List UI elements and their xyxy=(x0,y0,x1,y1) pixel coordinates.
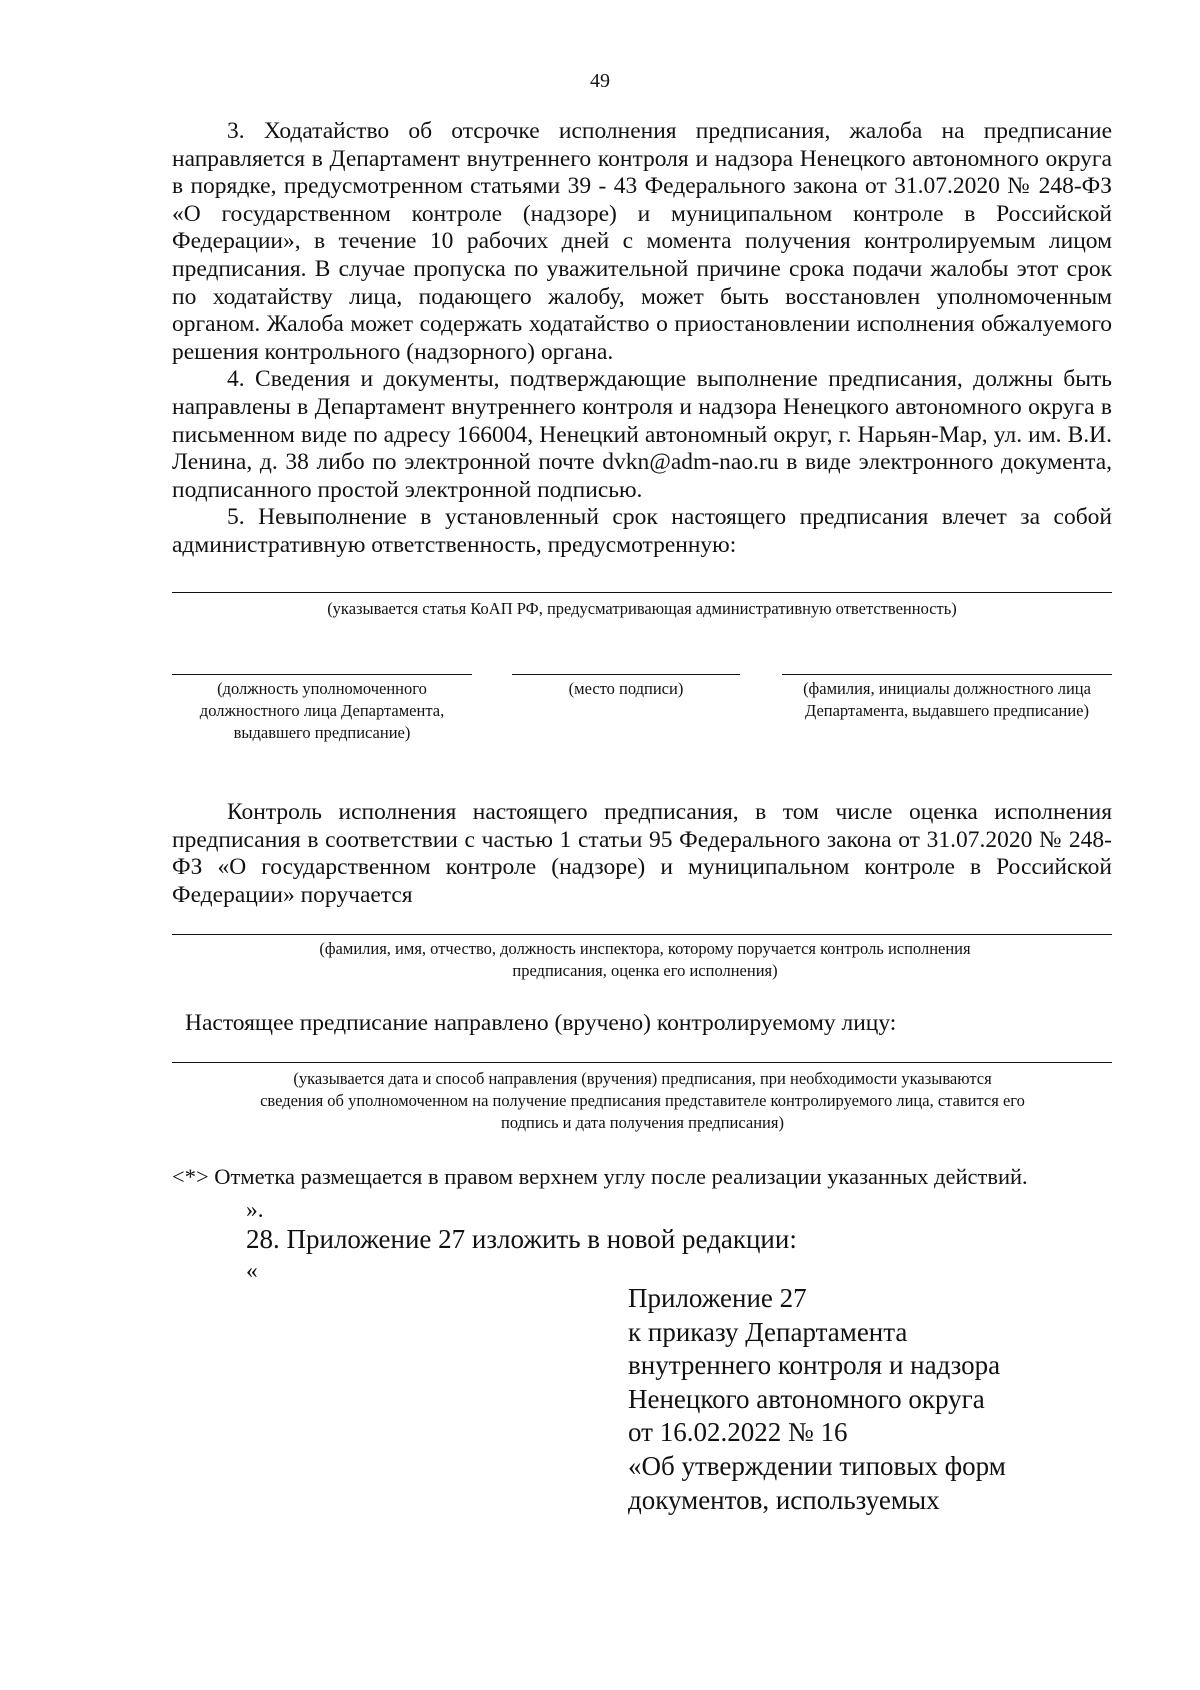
koap-signature-line xyxy=(172,592,1112,593)
name-signature-line xyxy=(782,674,1112,675)
place-signature-line xyxy=(512,674,740,675)
koap-caption: (указывается статья КоАП РФ, предусматривающая административную ответственность) xyxy=(327,599,957,618)
position-signature-line xyxy=(172,674,472,675)
appendix-line: внутреннего контроля и надзора xyxy=(628,1350,1001,1381)
name-caption: (фамилия, инициалы должностного лица Департамента, выдавшего предписание) xyxy=(803,679,1091,720)
footnote: <*> Отметка размещается в правом верхнем углу после реализации указанных действий. xyxy=(172,1164,1028,1189)
page-number: 49 xyxy=(590,70,610,92)
opening-quote: « xyxy=(246,1258,258,1284)
position-caption: (должность уполномоченного должностного лица Департамента, выдавшего предписание) xyxy=(199,679,445,742)
appendix-line: документов, используемых xyxy=(628,1484,940,1515)
appendix-line: «Об утверждении типовых форм xyxy=(628,1450,1006,1481)
appendix-line: Приложение 27 xyxy=(628,1283,807,1313)
appendix-line: к приказу Департамента xyxy=(628,1316,908,1347)
delivery-caption: (указывается дата и способ направления (вручения) предписания, при необходимости указываются сведения об уполномоченном на получение предписания представителе контролируемого лица, ставится его подпись и дата получения предписания) xyxy=(260,1069,1025,1132)
appendix-line: от 16.02.2022 № 16 xyxy=(628,1417,848,1448)
delivery-signature-line xyxy=(172,1062,1112,1063)
paragraph-3: 3. Ходатайство об отсрочке исполнения предписания, жалоба на предписание направляется в Департамент внутреннего контроля и надзора Ненецкого автономного округа в порядке, предусмотренном статьями 39 - 43 Федерального закона от 31.07.2020 № 248-ФЗ «О государственном контроле (надзоре) и муниципальном контроле в Российской Федерации», в течение 10 рабочих дней с момента получения контролируемым лицом предписания. В случае пропуска по уважительной причине срока подачи жалобы этот срок по ходатайству лица, подающего жалобу, может быть восстановлен уполномоченным органом. Жалоба может содержать ходатайство о приостановлении исполнения обжалуемого решения контрольного (надзорного) органа. xyxy=(172,118,1112,365)
appendix-line: Ненецкого автономного округа xyxy=(628,1383,985,1414)
paragraph-4: 4. Сведения и документы, подтверждающие выполнение предписания, должны быть направлены в Департамент внутреннего контроля и надзора Ненецкого автономного округа в письменном виде по адресу 166004, Ненецкий автономный округ, г. Нарьян-Мар, ул. им. В.И. Ленина, д. 38 либо по электронной почте dvkn@adm-nao.ru в виде электронного документа, подписанного простой электронной подписью. xyxy=(172,366,1112,503)
inspector-signature-line xyxy=(172,934,1112,935)
item-28: 28. Приложение 27 изложить в новой редакции: xyxy=(246,1224,797,1254)
closing-quote: ». xyxy=(246,1197,264,1223)
control-paragraph: Контроль исполнения настоящего предписания, в том числе оценка исполнения предписания в соответствии с частью 1 статьи 95 Федерального закона от 31.07.2020 № 248-ФЗ «О государственном контроле (надзоре) и муниципальном контроле в Российской Федерации» поручается xyxy=(172,799,1112,908)
control-block xyxy=(172,799,1112,909)
appendix-header xyxy=(628,1282,1006,1517)
paragraphs-top xyxy=(172,118,1112,560)
paragraph-5: 5. Невыполнение в установленный срок настоящего предписания влечет за собой административную ответственность, предусмотренную: xyxy=(172,504,1112,558)
sent-line: Настоящее предписание направлено (вручено) контролируемому лицу: xyxy=(185,1010,897,1036)
inspector-caption: (фамилия, имя, отчество, должность инспектора, которому поручается контроль исполнения предписания, оценка его исполнения) xyxy=(319,939,971,980)
place-caption: (место подписи) xyxy=(568,679,684,698)
